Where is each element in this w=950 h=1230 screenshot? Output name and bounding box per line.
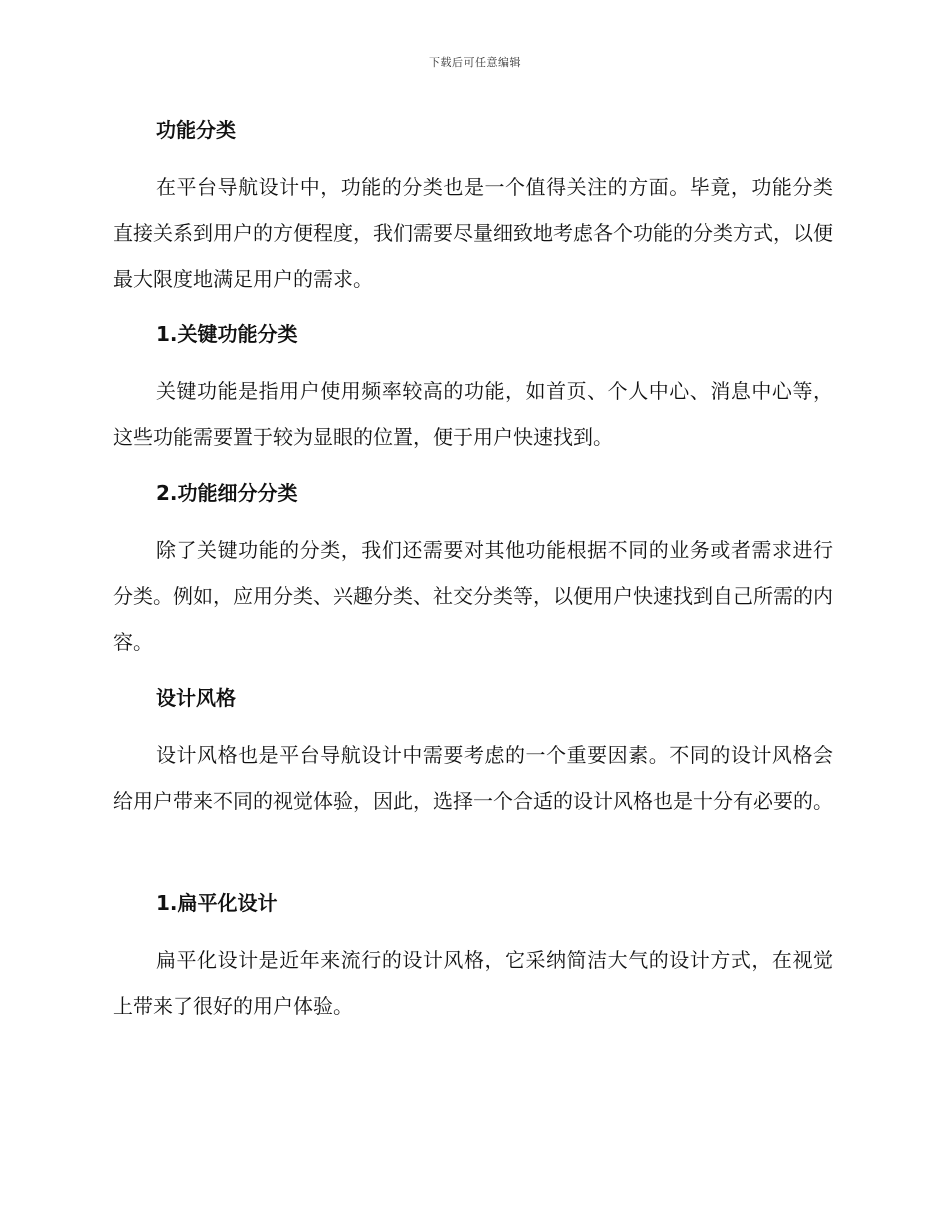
section-heading-function-classification: 功能分类: [156, 118, 236, 142]
section-paragraph-design-style: 设计风格也是平台导航设计中需要考虑的一个重要因素。不同的设计风格会给用户带来不同的视觉体验，因此，选择一个合适的设计风格也是十分有必要的。: [113, 743, 833, 813]
section-heading-key-function-classification: 1.关键功能分类: [156, 322, 298, 346]
section-paragraph-function-subdivision: 除了关键功能的分类，我们还需要对其他功能根据不同的业务或者需求进行分类。例如，应用分类、兴趣分类、社交分类等，以便用户快速找到自己所需的内容。: [113, 538, 833, 654]
section-heading-design-style: 设计风格: [156, 686, 236, 710]
section-heading-function-subdivision: 2.功能细分分类: [156, 481, 298, 505]
section-paragraph-flat-design: 扁平化设计是近年来流行的设计风格，它采纳简洁大气的设计方式，在视觉上带来了很好的用户体验。: [113, 948, 833, 1018]
section-paragraph-function-classification: 在平台导航设计中，功能的分类也是一个值得关注的方面。毕竟，功能分类直接关系到用户的方便程度，我们需要尽量细致地考虑各个功能的分类方式，以便最大限度地满足用户的需求。: [113, 175, 833, 291]
header-note: 下载后可任意编辑: [429, 56, 521, 69]
section-paragraph-key-function-classification: 关键功能是指用户使用频率较高的功能，如首页、个人中心、消息中心等，这些功能需要置于较为显眼的位置，便于用户快速找到。: [113, 379, 833, 449]
section-heading-flat-design: 1.扁平化设计: [156, 891, 278, 915]
